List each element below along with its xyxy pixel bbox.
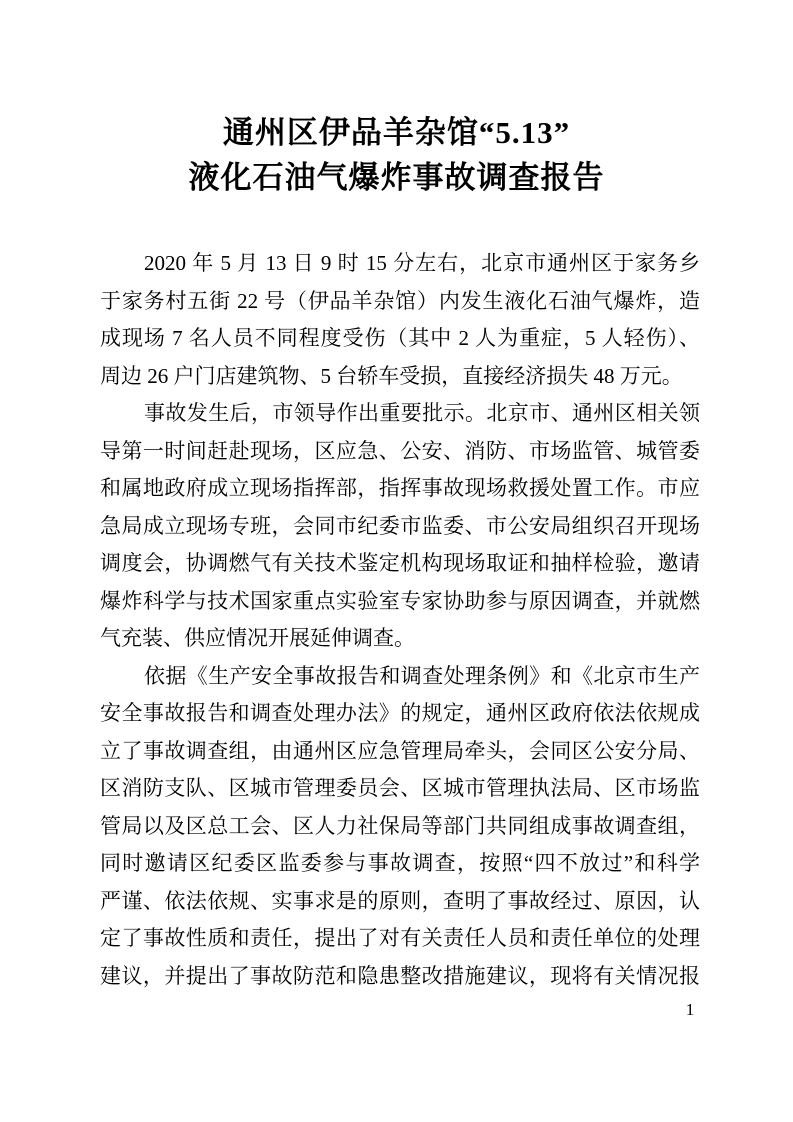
body-line: 急局成立现场专班，会同市纪委市监委、市公安局组织召开现场 <box>100 513 700 538</box>
body-line: 建议，并提出了事故防范和隐患整改措施建议，现将有关情况报 <box>100 963 700 988</box>
report-title <box>0 110 793 200</box>
body-line: 气充装、供应情况开展延伸调查。 <box>100 626 415 650</box>
report-title-line-1: 通州区伊品羊杂馆“5.13” <box>222 115 571 150</box>
body-line: 和属地政府成立现场指挥部，指挥事故现场救援处置工作。市应 <box>100 476 700 500</box>
body-line: 立了事故调查组，由通州区应急管理局牵头，会同区公安分局、 <box>100 738 700 763</box>
body-line: 依据《生产安全事故报告和调查处理条例》和《北京市生产 <box>144 663 700 688</box>
page-number: 1 <box>685 1000 695 1019</box>
body-line: 周边 26 户门店建筑物、5 台轿车受损，直接经济损失 48 万元。 <box>100 363 683 388</box>
body-line: 严谨、依法依规、实事求是的原则，查明了事故经过、原因，认 <box>100 888 700 913</box>
body-line: 成现场 7 名人员不同程度受伤（其中 2 人为重症，5 人轻伤）、 <box>100 326 700 350</box>
body-line: 2020 年 5 月 13 日 9 时 15 分左右，北京市通州区于家务乡 <box>144 251 700 275</box>
body-line: 爆炸科学与技术国家重点实验室专家协助参与原因调查，并就燃 <box>100 588 700 613</box>
body-line: 安全事故报告和调查处理办法》的规定，通州区政府依法依规成 <box>100 701 700 725</box>
report-title-line-2: 液化石油气爆炸事故调查报告 <box>188 160 605 195</box>
report-body <box>100 245 700 995</box>
body-line: 导第一时间赶赴现场，区应急、公安、消防、市场监管、城管委 <box>100 438 700 463</box>
body-line: 管局以及区总工会、区人力社保局等部门共同组成事故调查组， <box>100 813 700 838</box>
body-line: 事故发生后，市领导作出重要批示。北京市、通州区相关领 <box>144 401 700 425</box>
body-line: 区消防支队、区城市管理委员会、区城市管理执法局、区市场监 <box>100 776 700 800</box>
body-line: 定了事故性质和责任，提出了对有关责任人员和责任单位的处理 <box>100 926 700 950</box>
body-line: 于家务村五街 22 号（伊品羊杂馆）内发生液化石油气爆炸，造 <box>100 288 700 313</box>
body-line: 同时邀请区纪委区监委参与事故调查，按照“四不放过”和科学 <box>100 851 700 875</box>
body-line: 调度会，协调燃气有关技术鉴定机构现场取证和抽样检验，邀请 <box>100 551 700 575</box>
